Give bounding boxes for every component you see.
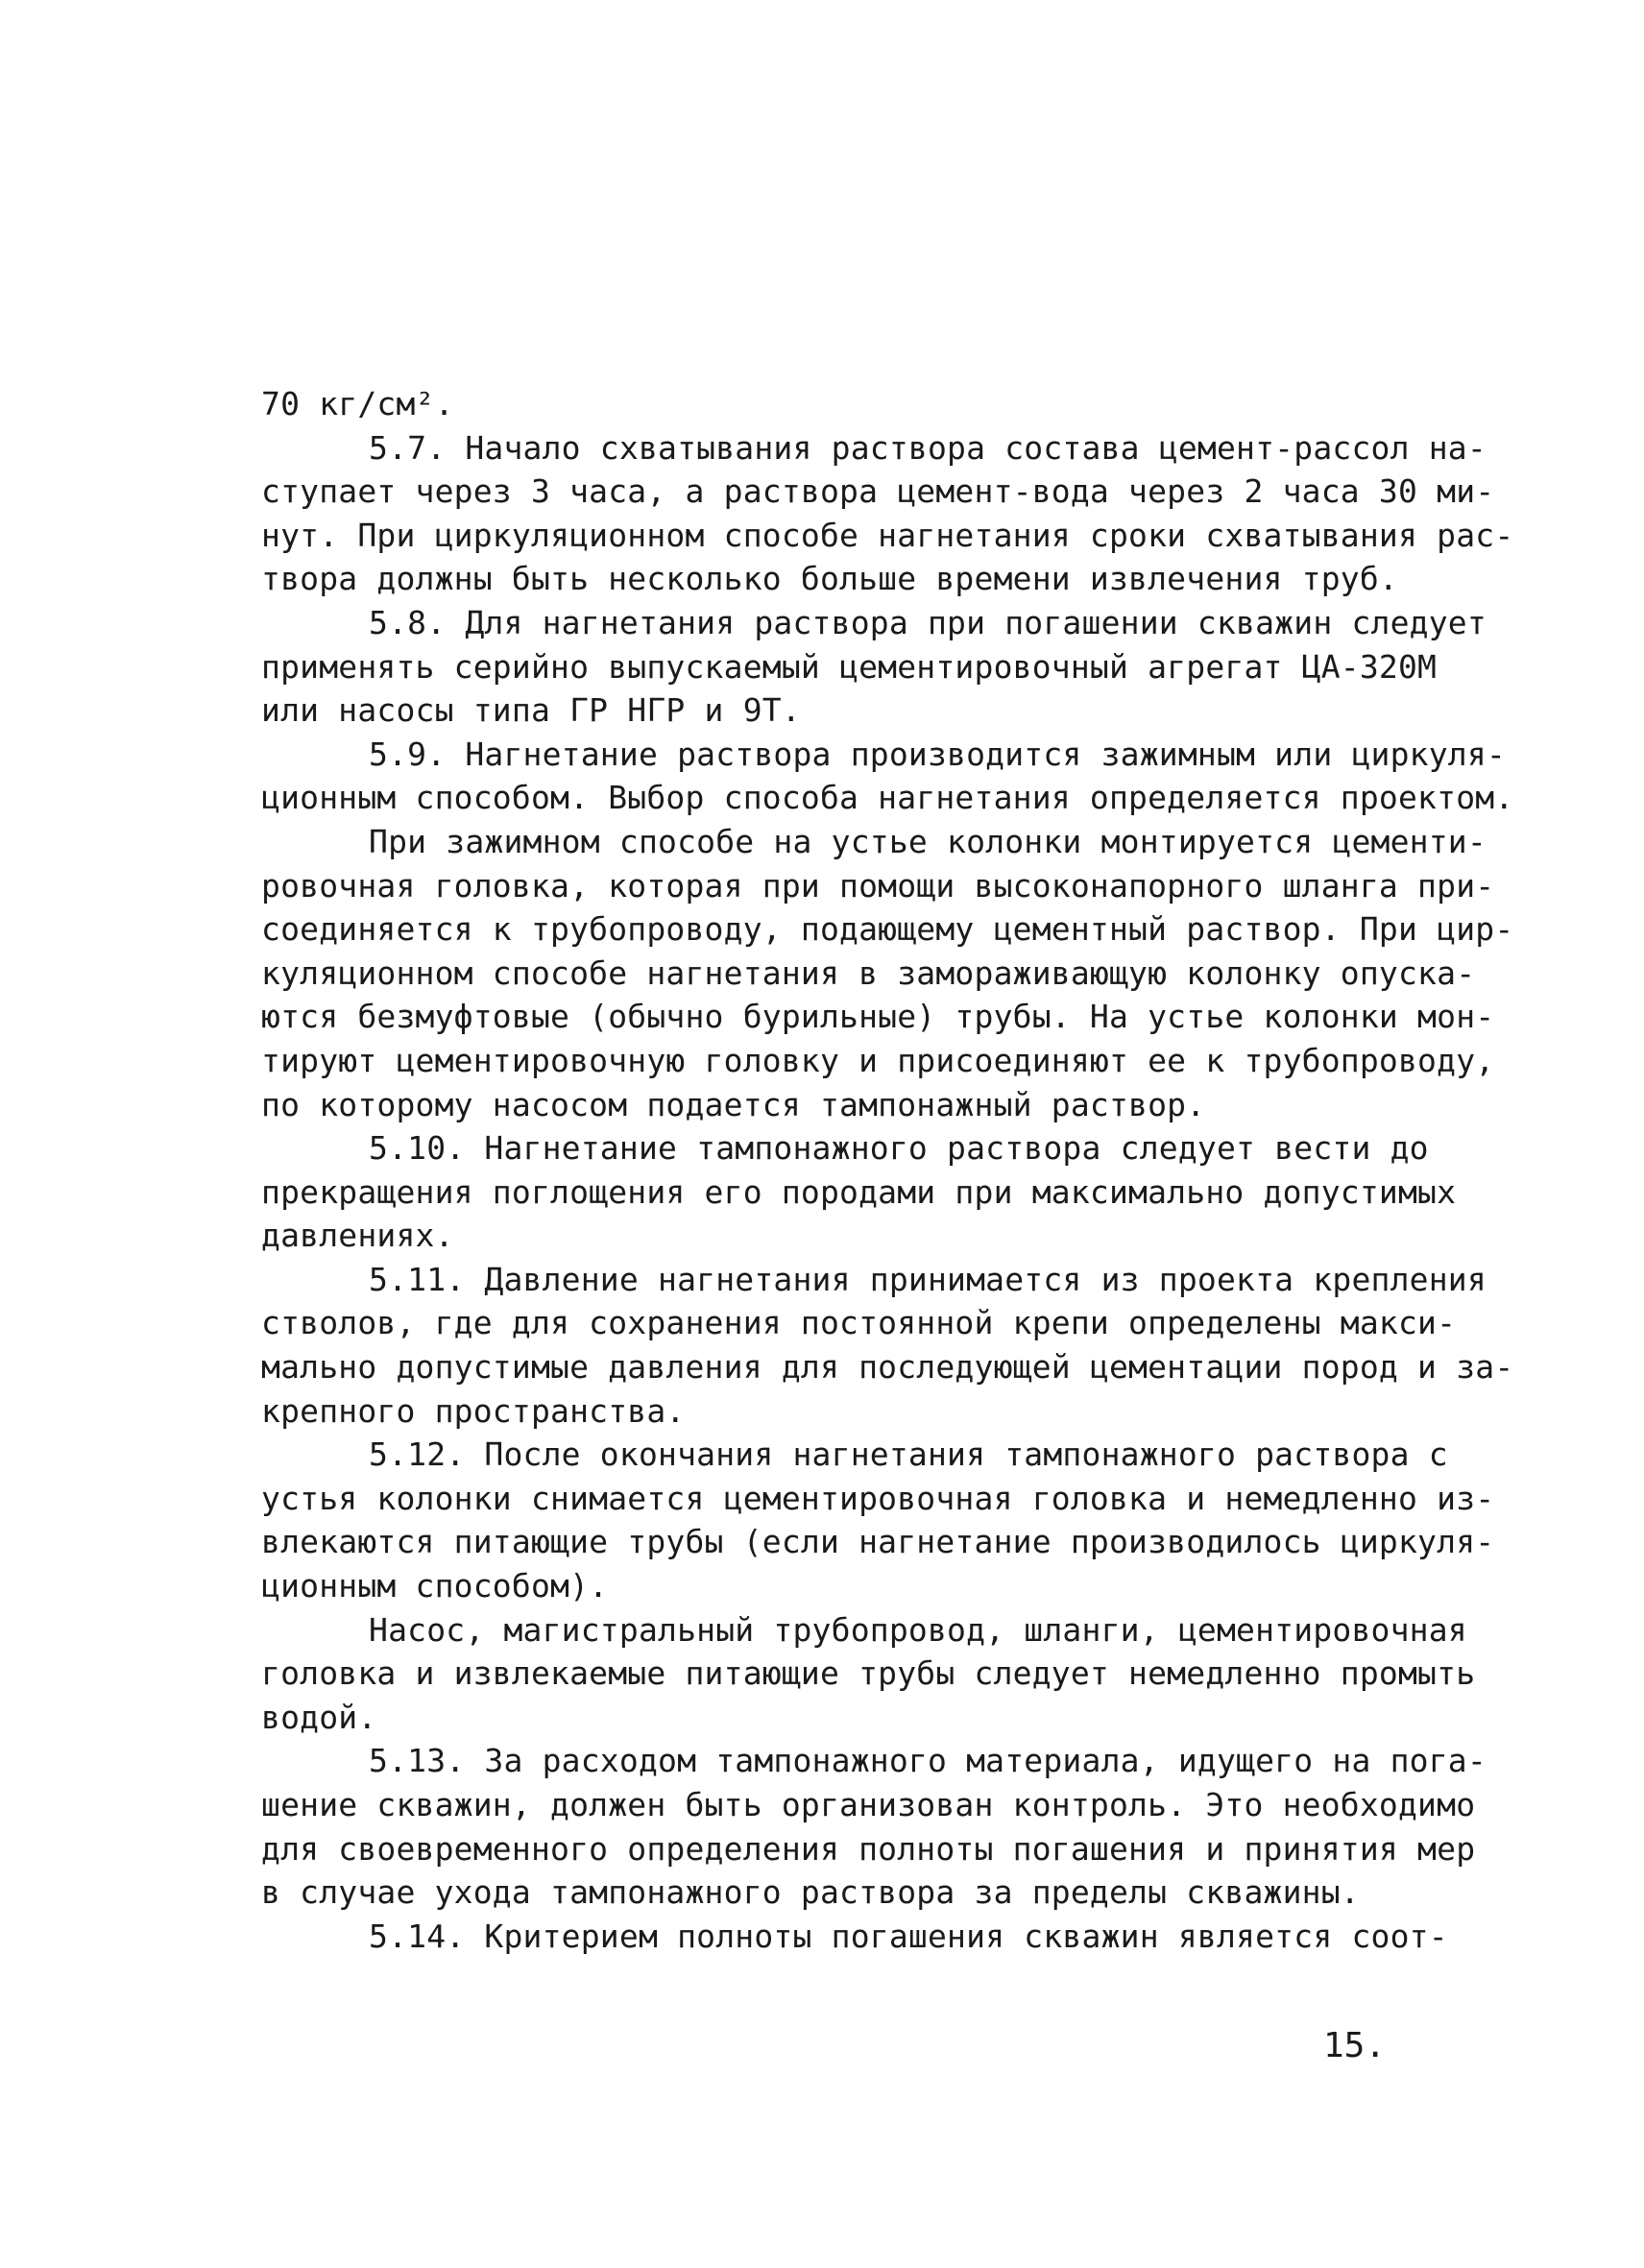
text-line: устья колонки снимается цементировочная головка и немедленно из- <box>261 1479 1495 1517</box>
text-line: ются безмуфтовые (обычно бурильные) трубы. На устье колонки мон- <box>261 998 1495 1036</box>
paragraph <box>261 1126 1457 1258</box>
text-line: давлениях. <box>261 1217 454 1255</box>
text-line: крепного пространства. <box>261 1391 686 1430</box>
text-line: ционным способом). <box>261 1567 609 1605</box>
text-line: ционным способом. Выбор способа нагнетания определяется проектом. <box>261 779 1514 817</box>
text-line: стволов, где для сохранения постоянной крепи определены макси- <box>261 1304 1457 1342</box>
text-line: шение скважин, должен быть организован контроль. Это необходимо <box>261 1786 1476 1823</box>
text-line: 5.11. Давление нагнетания принимается из проекта крепления <box>369 1260 1487 1298</box>
text-line: соединяется к трубопроводу, подающему цементный раствор. При цир- <box>261 910 1514 949</box>
paragraph <box>261 426 1514 601</box>
text-line: 5.13. За расходом тампонажного материала, идущего на пога- <box>369 1742 1487 1780</box>
text-line: прекращения поглощения его породами при максимально допустимых <box>261 1172 1457 1211</box>
page-number: 15. <box>1323 2026 1387 2065</box>
text-line: куляционном способе нагнетания в замораживающую колонку опуска- <box>261 953 1476 992</box>
paragraph <box>261 733 1514 820</box>
text-line: в случае ухода тампонажного раствора за пределы скважины. <box>261 1873 1360 1912</box>
paragraph <box>261 820 1514 1126</box>
text-line: 5.12. После окончания нагнетания тампонажного раствора с <box>369 1436 1448 1474</box>
text-line: 5.8. Для нагнетания раствора при погашении скважин следует <box>369 603 1487 641</box>
text-line: ровочная головка, которая при помощи высоконапорного шланга при- <box>261 866 1495 905</box>
text-line: 5.14. Критерием полноты погашения скважин является соот- <box>369 1917 1448 1955</box>
paragraph <box>261 1258 1514 1433</box>
text-line: тируют цементировочную головку и присоединяют ее к трубопроводу, <box>261 1041 1495 1079</box>
text-line: 70 кг/см². <box>261 385 454 422</box>
text-line: твора должны быть несколько больше времени извлечения труб. <box>261 560 1398 598</box>
text-line: по которому насосом подается тампонажный раствор. <box>261 1085 1206 1123</box>
text-line: водой. <box>261 1698 377 1736</box>
paragraph <box>261 1739 1487 1914</box>
text-line: Насос, магистральный трубопровод, шланги, цементировочная <box>369 1610 1467 1649</box>
text-line: 5.9. Нагнетание раствора производится зажимным или циркуля- <box>369 735 1506 773</box>
text-line: 5.7. Начало схватывания раствора состава цемент-рассол на- <box>369 428 1487 467</box>
text-line: нут. При циркуляционном способе нагнетания сроки схватывания рас- <box>261 516 1514 554</box>
paragraph <box>261 601 1487 733</box>
text-line: применять серийно выпускаемый цементировочный агрегат ЦА-320М <box>261 647 1438 686</box>
text-line: для своевременного определения полноты погашения и принятия мер <box>261 1829 1476 1868</box>
paragraph <box>261 1608 1476 1740</box>
text-line: ступает через 3 часа, а раствора цемент-вода через 2 часа 30 ми- <box>261 472 1495 511</box>
text-line: влекаются питающие трубы (если нагнетание производилось циркуля- <box>261 1523 1495 1561</box>
paragraph <box>261 1915 1448 1959</box>
paragraph <box>261 382 1433 426</box>
paragraph <box>261 1433 1495 1607</box>
text-line: головка и извлекаемые питающие трубы следует немедленно промыть <box>261 1654 1476 1693</box>
document-body <box>261 382 1514 1958</box>
text-line: или насосы типа ГР НГР и 9Т. <box>261 691 801 730</box>
text-line: 5.10. Нагнетание тампонажного раствора следует вести до <box>369 1129 1429 1168</box>
text-line: мально допустимые давления для последующей цементации пород и за- <box>261 1348 1514 1387</box>
text-line: При зажимном способе на устье колонки монтируется цементи- <box>369 822 1487 860</box>
